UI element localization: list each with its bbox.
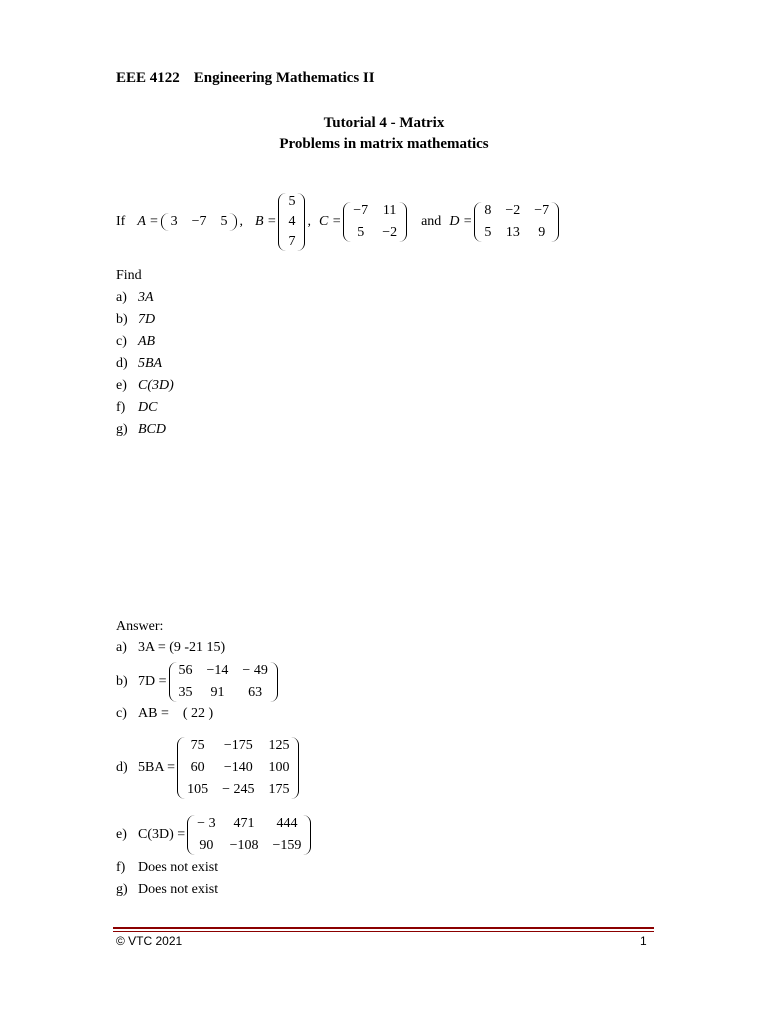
course-title: Engineering Mathematics II bbox=[193, 70, 375, 86]
matrix-d-cell: 8 bbox=[484, 203, 492, 218]
answer-text: Does not exist bbox=[138, 860, 219, 875]
answer-label: c) bbox=[116, 706, 127, 721]
matrix-b-cell: 4 bbox=[288, 214, 296, 229]
question-label: b) bbox=[116, 312, 128, 327]
matrix-cell: 90 bbox=[199, 838, 214, 853]
question-item bbox=[116, 290, 154, 306]
answer-e-matrix bbox=[187, 815, 311, 855]
question-expr: 5BA bbox=[138, 356, 163, 371]
matrix-cell: 125 bbox=[268, 738, 290, 753]
matrix-cell: 60 bbox=[190, 760, 205, 775]
question-expr: DC bbox=[138, 400, 158, 415]
answer-c bbox=[116, 706, 213, 722]
matrix-b-cell: 5 bbox=[288, 194, 296, 209]
answer-text: 3A = (9 -21 15) bbox=[138, 640, 226, 655]
question-label: g) bbox=[116, 422, 128, 437]
course-code: EEE 4122 bbox=[116, 70, 180, 86]
matrix-cell: −175 bbox=[223, 738, 253, 753]
matrix-c bbox=[343, 202, 407, 242]
and-word: and bbox=[421, 214, 442, 229]
question-label: a) bbox=[116, 290, 127, 305]
find-label: Find bbox=[116, 268, 142, 283]
matrix-a bbox=[161, 213, 238, 231]
given-matrices bbox=[116, 190, 561, 254]
question-label: f) bbox=[116, 400, 126, 415]
question-item bbox=[116, 334, 155, 350]
answer-b-matrix bbox=[169, 662, 278, 702]
matrix-a-cell: −7 bbox=[191, 214, 207, 229]
if-word: If bbox=[116, 214, 126, 229]
matrix-cell: −14 bbox=[206, 663, 229, 678]
footer-rule bbox=[113, 927, 654, 929]
question-label: c) bbox=[116, 334, 127, 349]
answer-text: AB = ( 22 ) bbox=[138, 706, 214, 721]
matrix-a-cell: 3 bbox=[170, 214, 178, 229]
matrix-cell: 100 bbox=[268, 760, 290, 775]
comma: , bbox=[307, 214, 311, 229]
answer-a bbox=[116, 640, 225, 656]
answer-d-matrix bbox=[177, 737, 299, 799]
answer-d bbox=[116, 736, 301, 800]
matrix-c-cell: 5 bbox=[357, 225, 365, 240]
matrix-d bbox=[474, 202, 559, 242]
question-expr: BCD bbox=[138, 422, 166, 437]
matrix-b-lhs: B = bbox=[254, 214, 277, 229]
matrix-cell: 75 bbox=[190, 738, 205, 753]
answer-title: Answer: bbox=[116, 619, 164, 634]
matrix-d-cell: 5 bbox=[484, 225, 492, 240]
matrix-cell: 56 bbox=[178, 663, 193, 678]
matrix-d-cell: 9 bbox=[538, 225, 546, 240]
matrix-cell: 175 bbox=[268, 782, 290, 797]
answer-e bbox=[116, 813, 313, 857]
question-expr: 7D bbox=[138, 312, 156, 327]
matrix-cell: 105 bbox=[187, 782, 209, 797]
matrix-cell: −108 bbox=[229, 838, 259, 853]
answer-b bbox=[116, 661, 280, 703]
matrix-cell: − 49 bbox=[242, 663, 268, 678]
question-expr: C(3D) bbox=[138, 378, 174, 393]
matrix-cell: − 245 bbox=[222, 782, 255, 797]
answer-label: a) bbox=[116, 640, 127, 655]
matrix-cell: − 3 bbox=[197, 816, 216, 831]
matrix-d-cell: −7 bbox=[534, 203, 550, 218]
answer-label: b) bbox=[116, 674, 128, 689]
tutorial-subtitle: Problems in matrix mathematics bbox=[279, 136, 489, 152]
matrix-b-cell: 7 bbox=[288, 234, 296, 249]
question-item bbox=[116, 356, 162, 372]
matrix-c-cell: 11 bbox=[382, 203, 397, 218]
answer-lhs: C(3D) = bbox=[138, 827, 186, 842]
matrix-cell: 63 bbox=[248, 685, 263, 700]
question-item bbox=[116, 378, 174, 394]
matrix-cell: 471 bbox=[233, 816, 255, 831]
matrix-d-cell: −2 bbox=[505, 203, 521, 218]
matrix-cell: 35 bbox=[178, 685, 193, 700]
answer-g bbox=[116, 882, 218, 898]
answer-text: Does not exist bbox=[138, 882, 219, 897]
answer-label: e) bbox=[116, 827, 127, 842]
page-number: 1 bbox=[640, 934, 647, 948]
matrix-cell: −159 bbox=[272, 838, 302, 853]
matrix-c-cell: −7 bbox=[353, 203, 369, 218]
answer-lhs: 5BA = bbox=[138, 760, 176, 775]
question-expr: 3A bbox=[138, 290, 154, 305]
answer-label: d) bbox=[116, 760, 128, 775]
answer-lhs: 7D = bbox=[138, 674, 167, 689]
matrix-cell: 444 bbox=[276, 816, 298, 831]
question-item bbox=[116, 400, 157, 416]
answer-label: f) bbox=[116, 860, 126, 875]
matrix-cell: 91 bbox=[210, 685, 225, 700]
matrix-d-cell: 13 bbox=[505, 225, 520, 240]
question-label: d) bbox=[116, 356, 128, 371]
answer-label: g) bbox=[116, 882, 128, 897]
course-heading bbox=[116, 70, 375, 87]
matrix-cell: −140 bbox=[223, 760, 253, 775]
matrix-a-cell: 5 bbox=[220, 214, 228, 229]
question-label: e) bbox=[116, 378, 127, 393]
matrix-c-lhs: C = bbox=[318, 214, 342, 229]
question-item bbox=[116, 312, 155, 328]
matrix-a-lhs: A = bbox=[137, 214, 159, 229]
footer-rule-thin bbox=[113, 931, 654, 932]
question-expr: AB bbox=[138, 334, 156, 349]
tutorial-title: Tutorial 4 - Matrix bbox=[323, 115, 445, 131]
footer-copyright: © VTC 2021 bbox=[116, 934, 183, 948]
matrix-b bbox=[278, 193, 305, 251]
comma: , bbox=[239, 214, 243, 229]
matrix-c-cell: −2 bbox=[382, 225, 398, 240]
matrix-d-lhs: D = bbox=[449, 214, 473, 229]
answer-f bbox=[116, 860, 218, 876]
question-item bbox=[116, 422, 166, 438]
